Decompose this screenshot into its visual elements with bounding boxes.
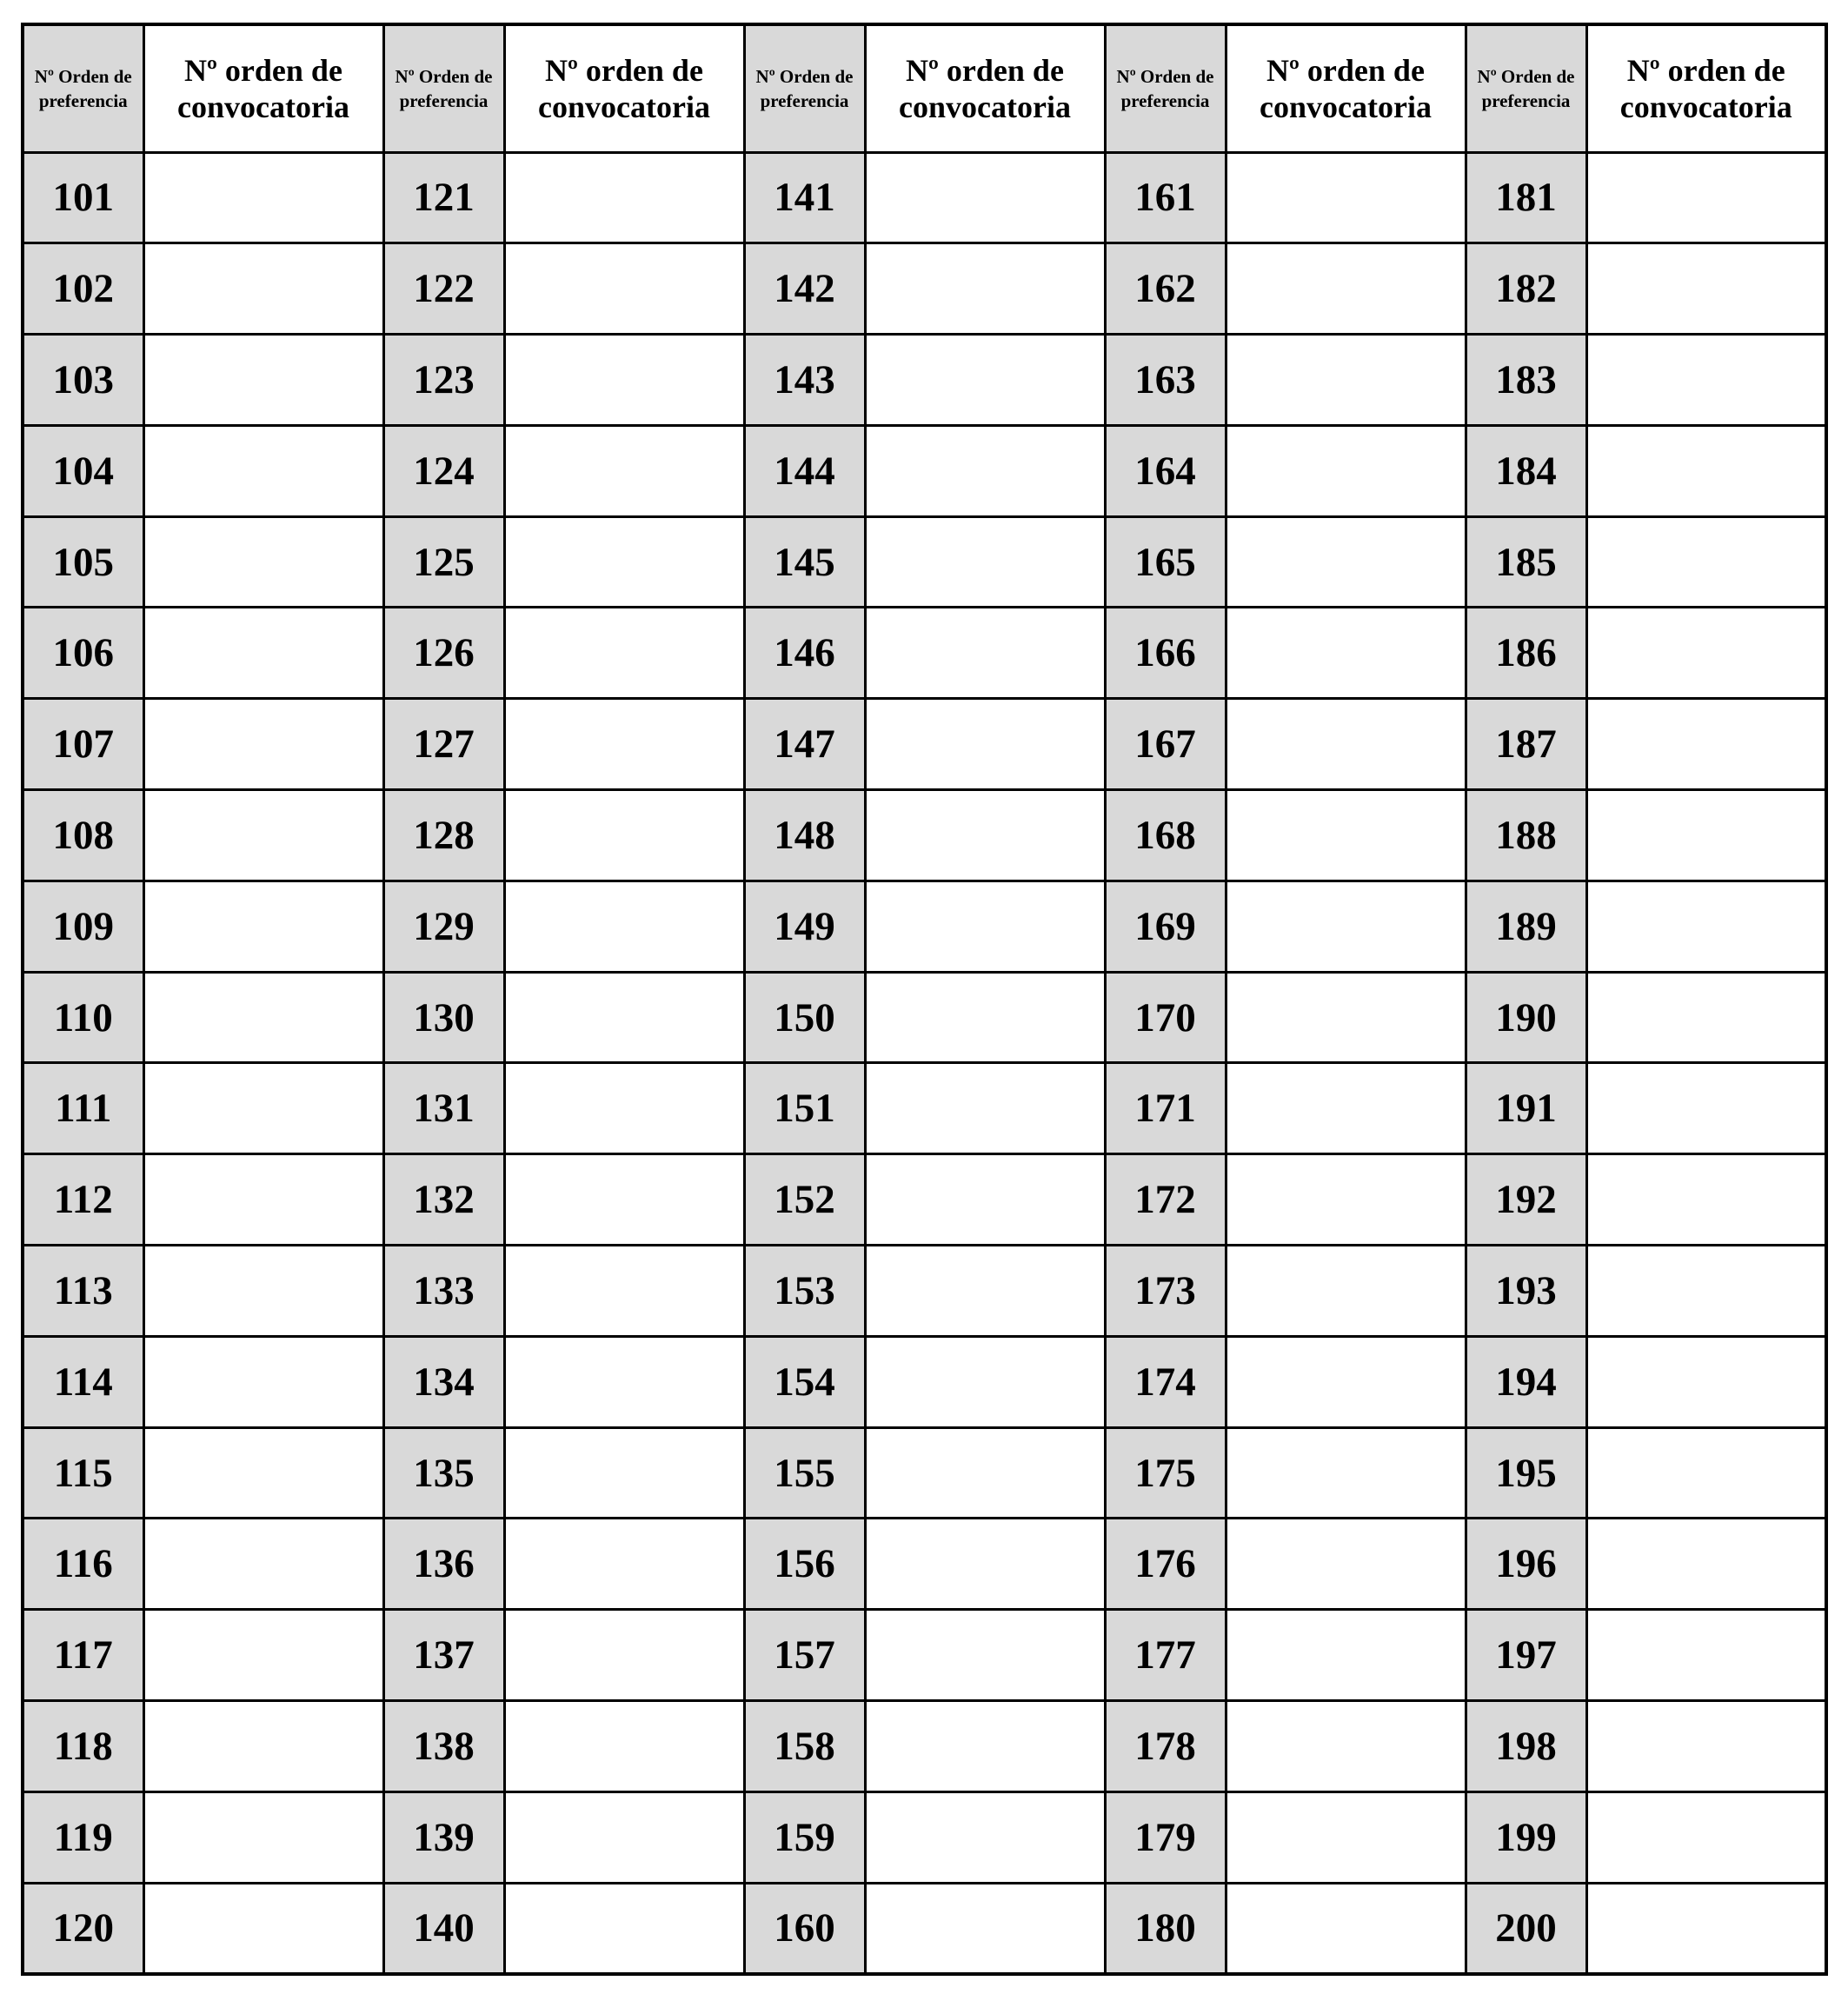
preference-number-cell: 153 (744, 1246, 865, 1337)
header-orden-preferencia: Nº Orden de preferencia (1466, 24, 1586, 152)
convocatoria-number-field[interactable] (865, 152, 1105, 243)
preference-number-cell: 171 (1105, 1063, 1226, 1154)
convocatoria-number-field[interactable] (143, 425, 383, 516)
table-row (23, 1791, 1826, 1883)
convocatoria-number-field[interactable] (1226, 1610, 1466, 1701)
convocatoria-number-field[interactable] (1226, 1246, 1466, 1337)
convocatoria-number-field[interactable] (504, 1519, 744, 1610)
convocatoria-number-field[interactable] (865, 335, 1105, 426)
convocatoria-number-field[interactable] (865, 516, 1105, 608)
preference-number-cell: 178 (1105, 1701, 1226, 1792)
convocatoria-number-field[interactable] (865, 1519, 1105, 1610)
preference-number-cell: 158 (744, 1701, 865, 1792)
convocatoria-number-field[interactable] (504, 1791, 744, 1883)
convocatoria-number-field[interactable] (1226, 1791, 1466, 1883)
convocatoria-number-field[interactable] (1586, 1063, 1826, 1154)
preference-number-cell: 164 (1105, 425, 1226, 516)
preference-number-cell: 177 (1105, 1610, 1226, 1701)
preference-number-cell: 135 (383, 1427, 504, 1519)
convocatoria-number-field[interactable] (1586, 1427, 1826, 1519)
preference-number-cell: 152 (744, 1154, 865, 1246)
preference-number-cell: 184 (1466, 425, 1586, 516)
preference-number-cell: 103 (23, 335, 143, 426)
preference-number-cell: 188 (1466, 790, 1586, 881)
convocatoria-number-field[interactable] (865, 1246, 1105, 1337)
convocatoria-number-field[interactable] (143, 1246, 383, 1337)
convocatoria-number-field[interactable] (1586, 1610, 1826, 1701)
table-row (23, 1427, 1826, 1519)
preference-number-cell: 144 (744, 425, 865, 516)
preference-number-cell: 137 (383, 1610, 504, 1701)
convocatoria-number-field[interactable] (143, 608, 383, 699)
convocatoria-number-field[interactable] (865, 790, 1105, 881)
table-row (23, 1610, 1826, 1701)
convocatoria-number-field[interactable] (1586, 335, 1826, 426)
convocatoria-number-field[interactable] (865, 881, 1105, 972)
preference-number-cell: 163 (1105, 335, 1226, 426)
convocatoria-number-field[interactable] (865, 1883, 1105, 1974)
preference-number-cell: 129 (383, 881, 504, 972)
preference-number-cell: 128 (383, 790, 504, 881)
convocatoria-number-field[interactable] (143, 1427, 383, 1519)
preference-number-cell: 102 (23, 243, 143, 335)
convocatoria-number-field[interactable] (865, 1336, 1105, 1427)
convocatoria-number-field[interactable] (143, 972, 383, 1063)
convocatoria-number-field[interactable] (504, 972, 744, 1063)
table-row (23, 243, 1826, 335)
convocatoria-number-field[interactable] (1226, 699, 1466, 790)
table-row (23, 608, 1826, 699)
table-row (23, 1701, 1826, 1792)
preference-number-cell: 114 (23, 1336, 143, 1427)
table-row (23, 1154, 1826, 1246)
preference-number-cell: 182 (1466, 243, 1586, 335)
table-row (23, 1246, 1826, 1337)
preference-number-cell: 147 (744, 699, 865, 790)
convocatoria-number-field[interactable] (504, 1883, 744, 1974)
preference-number-cell: 126 (383, 608, 504, 699)
convocatoria-number-field[interactable] (1586, 1883, 1826, 1974)
preference-number-cell: 104 (23, 425, 143, 516)
preference-number-cell: 131 (383, 1063, 504, 1154)
preference-number-cell: 187 (1466, 699, 1586, 790)
convocatoria-number-field[interactable] (504, 608, 744, 699)
preference-number-cell: 193 (1466, 1246, 1586, 1337)
preference-number-cell: 123 (383, 335, 504, 426)
preference-table (21, 23, 1828, 1976)
preference-number-cell: 191 (1466, 1063, 1586, 1154)
preference-number-cell: 118 (23, 1701, 143, 1792)
preference-number-cell: 159 (744, 1791, 865, 1883)
preference-number-cell: 149 (744, 881, 865, 972)
convocatoria-number-field[interactable] (143, 1791, 383, 1883)
convocatoria-number-field[interactable] (1226, 1154, 1466, 1246)
table-row (23, 699, 1826, 790)
convocatoria-number-field[interactable] (504, 1063, 744, 1154)
convocatoria-number-field[interactable] (143, 1610, 383, 1701)
preference-number-cell: 156 (744, 1519, 865, 1610)
preference-number-cell: 167 (1105, 699, 1226, 790)
preference-number-cell: 111 (23, 1063, 143, 1154)
convocatoria-number-field[interactable] (1586, 243, 1826, 335)
convocatoria-number-field[interactable] (1586, 790, 1826, 881)
preference-number-cell: 192 (1466, 1154, 1586, 1246)
preference-number-cell: 194 (1466, 1336, 1586, 1427)
convocatoria-number-field[interactable] (1586, 1701, 1826, 1792)
convocatoria-number-field[interactable] (865, 972, 1105, 1063)
convocatoria-number-field[interactable] (1226, 425, 1466, 516)
convocatoria-number-field[interactable] (1226, 1519, 1466, 1610)
convocatoria-number-field[interactable] (504, 335, 744, 426)
preference-number-cell: 181 (1466, 152, 1586, 243)
table-row (23, 1519, 1826, 1610)
convocatoria-number-field[interactable] (1586, 881, 1826, 972)
convocatoria-number-field[interactable] (143, 699, 383, 790)
convocatoria-number-field[interactable] (1586, 699, 1826, 790)
preference-number-cell: 143 (744, 335, 865, 426)
preference-number-cell: 121 (383, 152, 504, 243)
preference-number-cell: 174 (1105, 1336, 1226, 1427)
preference-number-cell: 110 (23, 972, 143, 1063)
preference-number-cell: 169 (1105, 881, 1226, 972)
convocatoria-number-field[interactable] (865, 1154, 1105, 1246)
preference-number-cell: 196 (1466, 1519, 1586, 1610)
convocatoria-number-field[interactable] (865, 1063, 1105, 1154)
preference-number-cell: 155 (744, 1427, 865, 1519)
preference-number-cell: 106 (23, 608, 143, 699)
preference-number-cell: 140 (383, 1883, 504, 1974)
convocatoria-number-field[interactable] (143, 516, 383, 608)
preference-number-cell: 165 (1105, 516, 1226, 608)
header-orden-preferencia: Nº Orden de preferencia (23, 24, 143, 152)
convocatoria-number-field[interactable] (504, 425, 744, 516)
preference-number-cell: 148 (744, 790, 865, 881)
convocatoria-number-field[interactable] (1586, 152, 1826, 243)
preference-number-cell: 113 (23, 1246, 143, 1337)
convocatoria-number-field[interactable] (143, 152, 383, 243)
table-row (23, 1336, 1826, 1427)
preference-number-cell: 105 (23, 516, 143, 608)
convocatoria-number-field[interactable] (1226, 1427, 1466, 1519)
table-row (23, 152, 1826, 243)
convocatoria-number-field[interactable] (504, 152, 744, 243)
convocatoria-number-field[interactable] (1586, 1154, 1826, 1246)
preference-number-cell: 154 (744, 1336, 865, 1427)
preference-number-cell: 117 (23, 1610, 143, 1701)
preference-number-cell: 151 (744, 1063, 865, 1154)
header-orden-convocatoria: Nº orden de convocatoria (1586, 24, 1826, 152)
preference-number-cell: 150 (744, 972, 865, 1063)
convocatoria-number-field[interactable] (143, 1154, 383, 1246)
preference-number-cell: 160 (744, 1883, 865, 1974)
convocatoria-number-field[interactable] (504, 1336, 744, 1427)
convocatoria-number-field[interactable] (865, 243, 1105, 335)
convocatoria-number-field[interactable] (143, 335, 383, 426)
convocatoria-number-field[interactable] (1586, 1336, 1826, 1427)
convocatoria-number-field[interactable] (1226, 790, 1466, 881)
table-row (23, 972, 1826, 1063)
convocatoria-number-field[interactable] (504, 1701, 744, 1792)
preference-number-cell: 190 (1466, 972, 1586, 1063)
preference-number-cell: 139 (383, 1791, 504, 1883)
convocatoria-number-field[interactable] (1226, 152, 1466, 243)
preference-number-cell: 200 (1466, 1883, 1586, 1974)
convocatoria-number-field[interactable] (1586, 1519, 1826, 1610)
convocatoria-number-field[interactable] (1226, 972, 1466, 1063)
preference-number-cell: 122 (383, 243, 504, 335)
convocatoria-number-field[interactable] (865, 608, 1105, 699)
preference-number-cell: 141 (744, 152, 865, 243)
preference-number-cell: 172 (1105, 1154, 1226, 1246)
convocatoria-number-field[interactable] (143, 1336, 383, 1427)
preference-number-cell: 109 (23, 881, 143, 972)
convocatoria-number-field[interactable] (1226, 608, 1466, 699)
header-orden-convocatoria: Nº orden de convocatoria (1226, 24, 1466, 152)
preference-number-cell: 157 (744, 1610, 865, 1701)
preference-number-cell: 130 (383, 972, 504, 1063)
table-row (23, 881, 1826, 972)
table-row (23, 335, 1826, 426)
preference-number-cell: 138 (383, 1701, 504, 1792)
header-orden-preferencia: Nº Orden de preferencia (1105, 24, 1226, 152)
header-orden-convocatoria: Nº orden de convocatoria (143, 24, 383, 152)
preference-order-sheet (21, 23, 1825, 1973)
preference-number-cell: 108 (23, 790, 143, 881)
convocatoria-number-field[interactable] (865, 1701, 1105, 1792)
preference-number-cell: 173 (1105, 1246, 1226, 1337)
preference-number-cell: 199 (1466, 1791, 1586, 1883)
preference-number-cell: 175 (1105, 1427, 1226, 1519)
convocatoria-number-field[interactable] (1226, 243, 1466, 335)
preference-number-cell: 162 (1105, 243, 1226, 335)
convocatoria-number-field[interactable] (504, 1246, 744, 1337)
preference-number-cell: 125 (383, 516, 504, 608)
preference-number-cell: 124 (383, 425, 504, 516)
preference-number-cell: 197 (1466, 1610, 1586, 1701)
convocatoria-number-field[interactable] (504, 699, 744, 790)
convocatoria-number-field[interactable] (865, 425, 1105, 516)
convocatoria-number-field[interactable] (1586, 608, 1826, 699)
preference-number-cell: 142 (744, 243, 865, 335)
header-orden-convocatoria: Nº orden de convocatoria (865, 24, 1105, 152)
convocatoria-number-field[interactable] (504, 1154, 744, 1246)
convocatoria-number-field[interactable] (143, 1519, 383, 1610)
preference-number-cell: 189 (1466, 881, 1586, 972)
preference-number-cell: 115 (23, 1427, 143, 1519)
convocatoria-number-field[interactable] (504, 1610, 744, 1701)
convocatoria-number-field[interactable] (504, 516, 744, 608)
table-row (23, 1883, 1826, 1974)
preference-number-cell: 112 (23, 1154, 143, 1246)
convocatoria-number-field[interactable] (1586, 1246, 1826, 1337)
convocatoria-number-field[interactable] (143, 1701, 383, 1792)
convocatoria-number-field[interactable] (143, 243, 383, 335)
convocatoria-number-field[interactable] (1586, 516, 1826, 608)
preference-number-cell: 183 (1466, 335, 1586, 426)
preference-number-cell: 170 (1105, 972, 1226, 1063)
table-row (23, 790, 1826, 881)
preference-number-cell: 136 (383, 1519, 504, 1610)
preference-number-cell: 168 (1105, 790, 1226, 881)
convocatoria-number-field[interactable] (1226, 1883, 1466, 1974)
preference-number-cell: 195 (1466, 1427, 1586, 1519)
preference-number-cell: 161 (1105, 152, 1226, 243)
preference-number-cell: 119 (23, 1791, 143, 1883)
convocatoria-number-field[interactable] (1226, 1063, 1466, 1154)
convocatoria-number-field[interactable] (1226, 881, 1466, 972)
preference-number-cell: 134 (383, 1336, 504, 1427)
preference-number-cell: 120 (23, 1883, 143, 1974)
preference-number-cell: 133 (383, 1246, 504, 1337)
preference-number-cell: 116 (23, 1519, 143, 1610)
convocatoria-number-field[interactable] (143, 1063, 383, 1154)
convocatoria-number-field[interactable] (1586, 425, 1826, 516)
preference-number-cell: 145 (744, 516, 865, 608)
convocatoria-number-field[interactable] (1226, 335, 1466, 426)
table-row (23, 425, 1826, 516)
header-orden-preferencia: Nº Orden de preferencia (744, 24, 865, 152)
convocatoria-number-field[interactable] (143, 790, 383, 881)
preference-number-cell: 180 (1105, 1883, 1226, 1974)
preference-number-cell: 107 (23, 699, 143, 790)
table-row (23, 1063, 1826, 1154)
convocatoria-number-field[interactable] (143, 1883, 383, 1974)
convocatoria-number-field[interactable] (865, 1791, 1105, 1883)
preference-number-cell: 101 (23, 152, 143, 243)
convocatoria-number-field[interactable] (865, 1427, 1105, 1519)
convocatoria-number-field[interactable] (143, 881, 383, 972)
convocatoria-number-field[interactable] (504, 790, 744, 881)
table-row (23, 516, 1826, 608)
header-orden-preferencia: Nº Orden de preferencia (383, 24, 504, 152)
convocatoria-number-field[interactable] (1586, 1791, 1826, 1883)
convocatoria-number-field[interactable] (504, 1427, 744, 1519)
preference-number-cell: 132 (383, 1154, 504, 1246)
preference-number-cell: 185 (1466, 516, 1586, 608)
preference-number-cell: 127 (383, 699, 504, 790)
preference-number-cell: 198 (1466, 1701, 1586, 1792)
preference-number-cell: 166 (1105, 608, 1226, 699)
header-orden-convocatoria: Nº orden de convocatoria (504, 24, 744, 152)
convocatoria-number-field[interactable] (1226, 1336, 1466, 1427)
preference-number-cell: 146 (744, 608, 865, 699)
convocatoria-number-field[interactable] (1226, 516, 1466, 608)
convocatoria-number-field[interactable] (504, 881, 744, 972)
convocatoria-number-field[interactable] (1226, 1701, 1466, 1792)
convocatoria-number-field[interactable] (865, 699, 1105, 790)
preference-number-cell: 186 (1466, 608, 1586, 699)
preference-number-cell: 176 (1105, 1519, 1226, 1610)
convocatoria-number-field[interactable] (865, 1610, 1105, 1701)
table-header-row (23, 24, 1826, 152)
preference-number-cell: 179 (1105, 1791, 1226, 1883)
convocatoria-number-field[interactable] (1586, 972, 1826, 1063)
convocatoria-number-field[interactable] (504, 243, 744, 335)
